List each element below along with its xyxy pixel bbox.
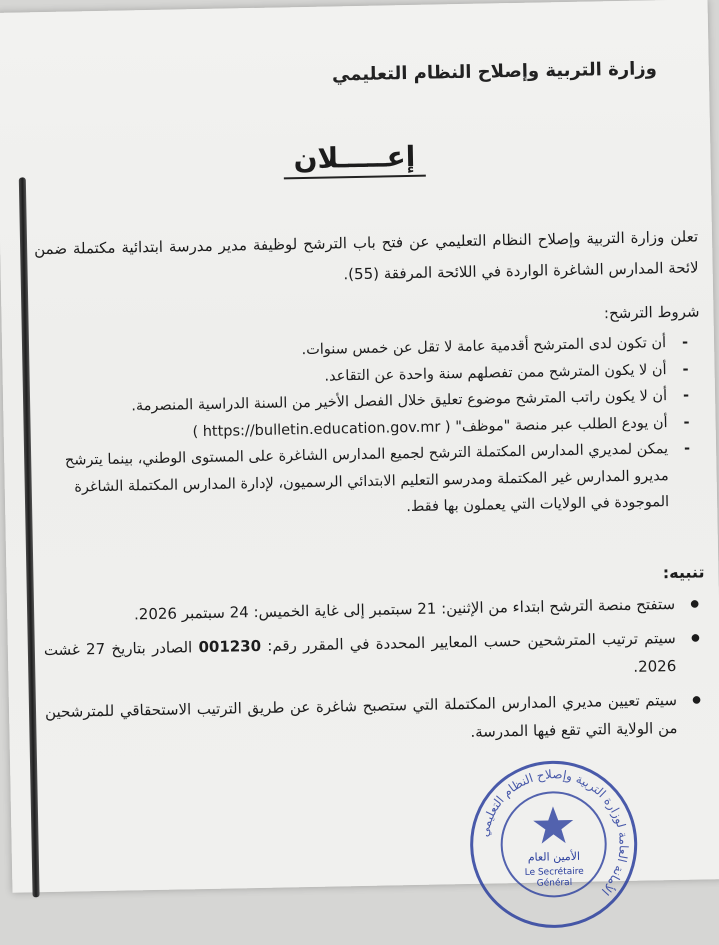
condition-item: - أن يودع الطلب عبر منصة "موظف" ( https://bulletin.education.gov.mr ) — [43, 409, 701, 448]
condition-item: - أن لا يكون المترشح ممن تفصلهم سنة واحدة عن التقاعد. — [42, 356, 700, 395]
note-item: ● سيتم تعيين مديري المدارس المكتملة التي ستصبح شاغرة عن طريق الترتيب الاستحقاقي للمترشحين من الولاية التي تقع فيها المدرسة. — [45, 685, 708, 754]
svg-text:Général: Général — [536, 878, 573, 889]
condition-item: - أن لا يكون راتب المترشح موضوع تعليق خلال الفصل الأخير من السنة الدراسية المنصرمة. — [43, 382, 701, 421]
intro-paragraph: تعلن وزارة التربية وإصلاح النظام التعليمي عن فتح باب الترشح لوظيفة مدير مدرسة ابتدائية مكتملة ضمن لائحة المدارس الشاغرة الواردة في اللائحة المرفقة (55). — [33, 227, 699, 284]
platform-link[interactable]: ( https://bulletin.education.gov.mr ) — [192, 418, 451, 440]
svg-text:Le Secrétaire: Le Secrétaire — [524, 866, 584, 878]
notes-heading: تنبيه: — [662, 562, 705, 583]
conditions-list — [42, 329, 703, 527]
decision-number: 001230 — [198, 636, 262, 657]
official-stamp-icon — [462, 753, 645, 936]
ministry-header: وزارة التربية وإصلاح النظام التعليمي — [331, 58, 658, 86]
svg-text:الأمانة العامة لوزارة التربية: الأمانة العامة لوزارة التربية وإصلاح النظام التعليمي — [477, 767, 631, 898]
note-item: ● ستفتح منصة الترشح ابتداء من الإثنين: 21 سبتمبر إلى غاية الخميس: 24 سبتمبر 2026. — [43, 589, 705, 630]
announcement-title: إعـــــلان — [283, 140, 425, 180]
title-container — [0, 134, 711, 185]
note-item: ● سيتم ترتيب المترشحين حسب المعايير المحددة في المقرر رقم: 001230 الصادر بتاريخ 27 غشت 2026. — [44, 623, 707, 692]
condition-item: - يمكن لمديري المدارس المكتملة الترشح لجميع المدارس الشاغرة على المستوى الوطني، بينما يترشح مديرو المدارس غير المكتملة ومدرسو التعليم الابتدائي الرسميون، لإدارة المدارس المكتملة الشاغرة الموجودة في الولايات التي يعملون بها فقط. — [44, 435, 703, 527]
notes-list — [43, 589, 708, 760]
svg-text:الأمين العام: الأمين العام — [527, 849, 581, 864]
condition-item: - أن تكون لدى المترشح أقدمية عامة لا تقل عن خمس سنوات. — [42, 329, 700, 368]
conditions-heading: شروط الترشح: — [603, 302, 700, 323]
